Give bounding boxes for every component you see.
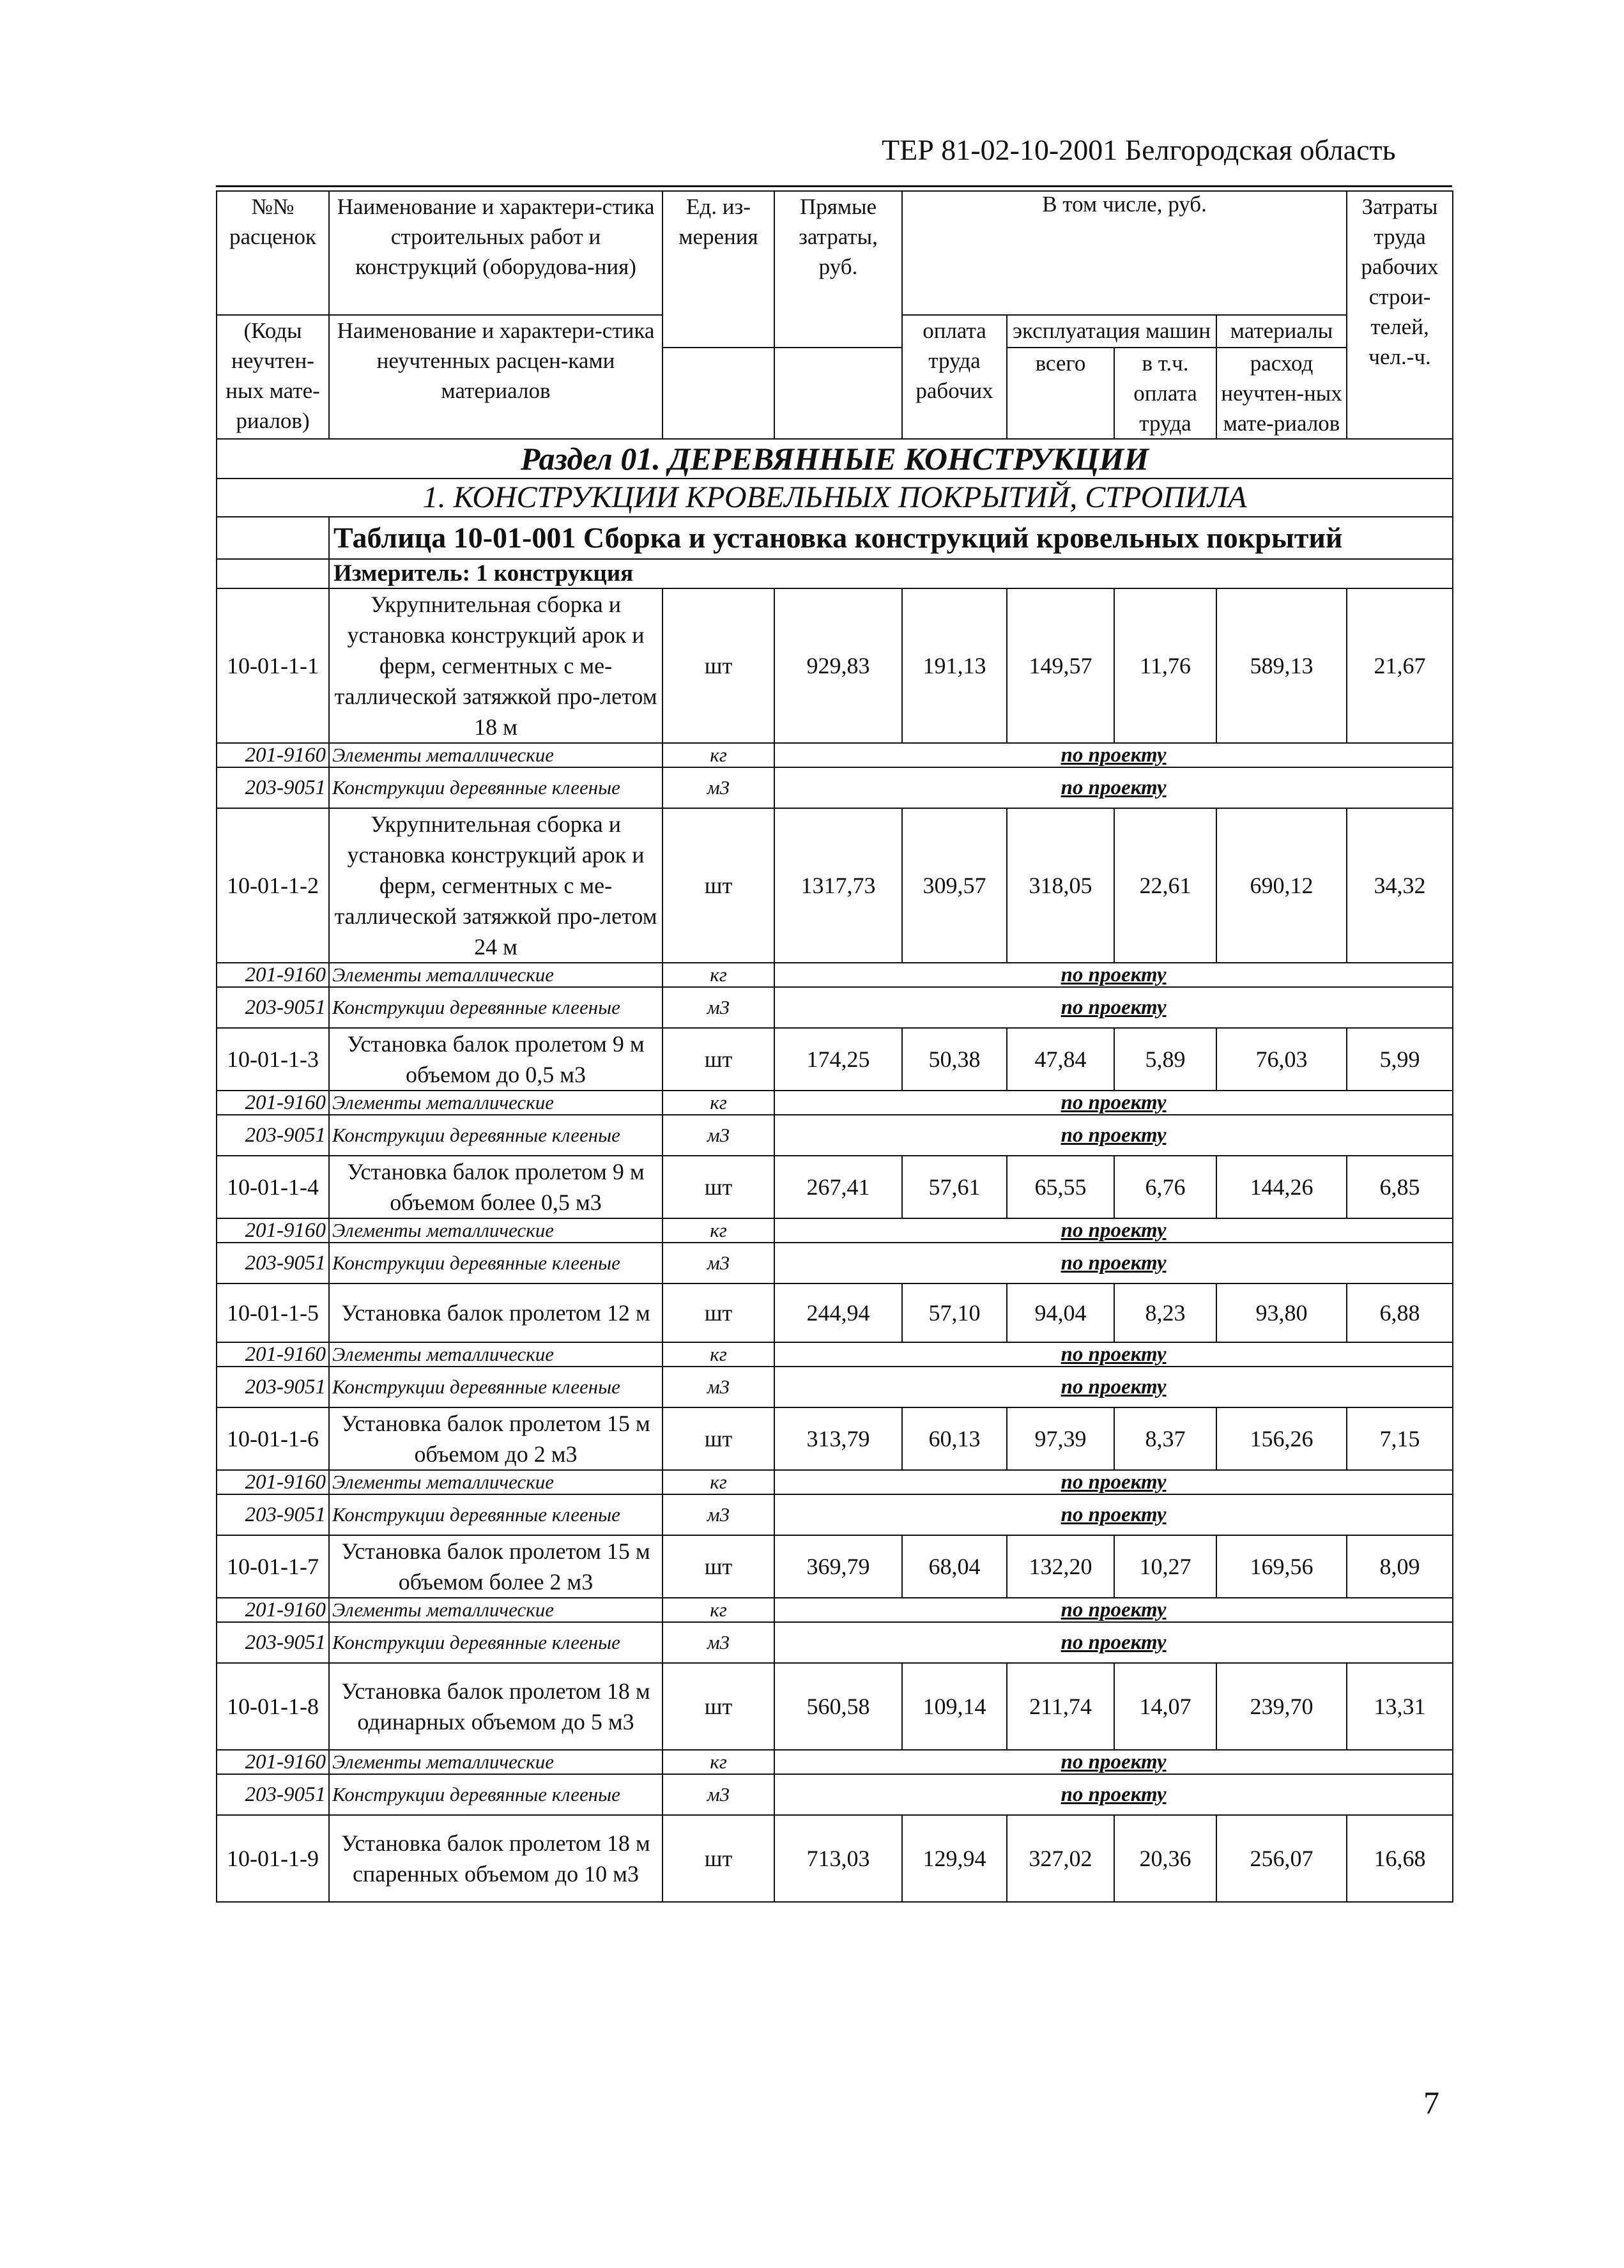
- measure-label: Измеритель: 1 конструкция: [329, 559, 1453, 588]
- material-by-project: по проекту: [774, 1750, 1453, 1774]
- material-row: [217, 1091, 1453, 1115]
- direct-cost: 244,94: [774, 1283, 902, 1342]
- col-materials-header: материалы: [1216, 315, 1347, 348]
- table-row: [217, 1407, 1453, 1470]
- material-name: Элементы металлические: [329, 743, 663, 767]
- material-code: 201-9160: [217, 1598, 329, 1622]
- document-header: ТЕР 81-02-10-2001 Белгородская область: [882, 134, 1396, 166]
- machine-wage: 8,23: [1114, 1283, 1216, 1342]
- rate-code: 10-01-1-3: [217, 1028, 329, 1091]
- work-name: Установка балок пролетом 12 м: [329, 1283, 663, 1342]
- labor-pay: 60,13: [902, 1407, 1007, 1470]
- machine-cost: 211,74: [1007, 1663, 1114, 1750]
- unit: шт: [663, 1535, 774, 1598]
- material-row: [217, 1774, 1453, 1815]
- material-row: [217, 963, 1453, 987]
- rate-code: 10-01-1-1: [217, 588, 329, 743]
- direct-cost: 267,41: [774, 1156, 902, 1218]
- col-labor-header: оплата труда рабочих: [902, 315, 1007, 439]
- rate-code: 10-01-1-4: [217, 1156, 329, 1218]
- unit: шт: [663, 588, 774, 743]
- machine-cost: 94,04: [1007, 1283, 1114, 1342]
- material-name: Элементы металлические: [329, 1091, 663, 1115]
- materials-cost: 256,07: [1216, 1815, 1347, 1902]
- material-name: Элементы металлические: [329, 1750, 663, 1774]
- machine-cost: 149,57: [1007, 588, 1114, 743]
- machine-cost: 97,39: [1007, 1407, 1114, 1470]
- header-rule: [216, 185, 1452, 187]
- material-unit: кг: [663, 1218, 774, 1243]
- labor-pay: 57,10: [902, 1283, 1007, 1342]
- material-code: 203-9051: [217, 1774, 329, 1815]
- materials-cost: 76,03: [1216, 1028, 1347, 1091]
- material-name: Конструкции деревянные клееные: [329, 987, 663, 1028]
- material-unit: кг: [663, 743, 774, 767]
- material-unit: м3: [663, 1367, 774, 1407]
- material-name: Элементы металлические: [329, 1342, 663, 1367]
- labor-pay: 50,38: [902, 1028, 1007, 1091]
- materials-cost: 690,12: [1216, 808, 1347, 963]
- machine-cost: 132,20: [1007, 1535, 1114, 1598]
- material-row: [217, 1218, 1453, 1243]
- rate-code: 10-01-1-5: [217, 1283, 329, 1342]
- material-by-project: по проекту: [774, 767, 1453, 808]
- material-row: [217, 1115, 1453, 1156]
- measure-row: [217, 559, 1453, 588]
- material-code: 203-9051: [217, 1115, 329, 1156]
- labor-pay: 309,57: [902, 808, 1007, 963]
- rate-code: 10-01-1-8: [217, 1663, 329, 1750]
- material-by-project: по проекту: [774, 963, 1453, 987]
- material-by-project: по проекту: [774, 1342, 1453, 1367]
- material-row: [217, 1750, 1453, 1774]
- material-name: Конструкции деревянные клееные: [329, 767, 663, 808]
- material-name: Конструкции деревянные клееные: [329, 1774, 663, 1815]
- table-row: [217, 1535, 1453, 1598]
- material-row: [217, 767, 1453, 808]
- material-unit: м3: [663, 1494, 774, 1535]
- material-code: 203-9051: [217, 1622, 329, 1663]
- table-row: [217, 808, 1453, 963]
- col-code-header: №№ расценок: [217, 191, 329, 315]
- material-by-project: по проекту: [774, 1622, 1453, 1663]
- subsection-row: [217, 479, 1453, 517]
- material-by-project: по проекту: [774, 1494, 1453, 1535]
- section-row: [217, 439, 1453, 479]
- col-incl-header: В том числе, руб.: [902, 191, 1347, 315]
- rates-table: [216, 190, 1453, 1903]
- material-code: 203-9051: [217, 767, 329, 808]
- material-name: Конструкции деревянные клееные: [329, 1494, 663, 1535]
- material-row: [217, 743, 1453, 767]
- unit: шт: [663, 1815, 774, 1902]
- machine-wage: 20,36: [1114, 1815, 1216, 1902]
- unit: шт: [663, 808, 774, 963]
- machine-wage: 14,07: [1114, 1663, 1216, 1750]
- unit: шт: [663, 1028, 774, 1091]
- col-unaccounted-header: расход неучтен-ных мате-риалов: [1216, 348, 1347, 439]
- material-code: 201-9160: [217, 1218, 329, 1243]
- material-row: [217, 1243, 1453, 1283]
- material-by-project: по проекту: [774, 1243, 1453, 1283]
- material-unit: кг: [663, 1470, 774, 1494]
- table-title: Таблица 10-01-001 Сборка и установка конструкций кровельных покрытий: [329, 517, 1453, 559]
- material-code: 203-9051: [217, 1243, 329, 1283]
- machine-wage: 22,61: [1114, 808, 1216, 963]
- material-name: Элементы металлические: [329, 1218, 663, 1243]
- col-total-header: всего: [1007, 348, 1114, 439]
- material-unit: м3: [663, 1243, 774, 1283]
- page-number: 7: [1423, 2085, 1439, 2120]
- direct-cost: 560,58: [774, 1663, 902, 1750]
- material-unit: кг: [663, 1342, 774, 1367]
- material-by-project: по проекту: [774, 1218, 1453, 1243]
- col-machines-header: эксплуатация машин: [1007, 315, 1216, 348]
- measure-blank: [217, 559, 329, 588]
- material-unit: м3: [663, 767, 774, 808]
- material-code: 201-9160: [217, 963, 329, 987]
- material-row: [217, 1342, 1453, 1367]
- material-code: 201-9160: [217, 1342, 329, 1367]
- work-name: Установка балок пролетом 15 м объемом до 2 м3: [329, 1407, 663, 1470]
- material-by-project: по проекту: [774, 987, 1453, 1028]
- machine-wage: 11,76: [1114, 588, 1216, 743]
- labor-hours: 21,67: [1347, 588, 1453, 743]
- header-blank-unit: [663, 348, 774, 439]
- labor-hours: 6,88: [1347, 1283, 1453, 1342]
- material-code: 201-9160: [217, 1750, 329, 1774]
- table-row: [217, 1815, 1453, 1902]
- material-row: [217, 1470, 1453, 1494]
- labor-hours: 13,31: [1347, 1663, 1453, 1750]
- unit: шт: [663, 1407, 774, 1470]
- material-row: [217, 1622, 1453, 1663]
- material-by-project: по проекту: [774, 1091, 1453, 1115]
- col-code-subheader: (Коды неучтен-ных мате-риалов): [217, 315, 329, 439]
- direct-cost: 313,79: [774, 1407, 902, 1470]
- labor-hours: 6,85: [1347, 1156, 1453, 1218]
- material-name: Конструкции деревянные клееные: [329, 1115, 663, 1156]
- materials-cost: 239,70: [1216, 1663, 1347, 1750]
- labor-hours: 16,68: [1347, 1815, 1453, 1902]
- machine-wage: 8,37: [1114, 1407, 1216, 1470]
- col-name-subheader: Наименование и характери-стика неучтенных расцен-ками материалов: [329, 315, 663, 439]
- material-row: [217, 1367, 1453, 1407]
- material-name: Элементы металлические: [329, 1470, 663, 1494]
- labor-pay: 129,94: [902, 1815, 1007, 1902]
- labor-pay: 57,61: [902, 1156, 1007, 1218]
- material-code: 201-9160: [217, 743, 329, 767]
- rate-code: 10-01-1-9: [217, 1815, 329, 1902]
- table-row: [217, 588, 1453, 743]
- material-name: Конструкции деревянные клееные: [329, 1367, 663, 1407]
- material-code: 203-9051: [217, 1367, 329, 1407]
- labor-hours: 8,09: [1347, 1535, 1453, 1598]
- machine-wage: 10,27: [1114, 1535, 1216, 1598]
- materials-cost: 156,26: [1216, 1407, 1347, 1470]
- material-unit: кг: [663, 1750, 774, 1774]
- material-unit: м3: [663, 1622, 774, 1663]
- material-unit: кг: [663, 1091, 774, 1115]
- material-name: Конструкции деревянные клееные: [329, 1243, 663, 1283]
- material-unit: м3: [663, 987, 774, 1028]
- unit: шт: [663, 1663, 774, 1750]
- material-row: [217, 987, 1453, 1028]
- direct-cost: 1317,73: [774, 808, 902, 963]
- labor-hours: 34,32: [1347, 808, 1453, 963]
- material-name: Конструкции деревянные клееные: [329, 1622, 663, 1663]
- work-name: Установка балок пролетом 15 м объемом более 2 м3: [329, 1535, 663, 1598]
- table-title-blank: [217, 517, 329, 559]
- unit: шт: [663, 1283, 774, 1342]
- materials-cost: 93,80: [1216, 1283, 1347, 1342]
- col-name-header: Наименование и характери-стика строительных работ и конструкций (оборудова-ния): [329, 191, 663, 315]
- labor-hours: 7,15: [1347, 1407, 1453, 1470]
- work-name: Установка балок пролетом 9 м объемом более 0,5 м3: [329, 1156, 663, 1218]
- header-blank-direct: [774, 348, 902, 439]
- col-direct-header: Прямые затраты, руб.: [774, 191, 902, 348]
- rate-code: 10-01-1-7: [217, 1535, 329, 1598]
- direct-cost: 929,83: [774, 588, 902, 743]
- rate-code: 10-01-1-6: [217, 1407, 329, 1470]
- table-title-row: [217, 517, 1453, 559]
- material-unit: м3: [663, 1115, 774, 1156]
- material-by-project: по проекту: [774, 1367, 1453, 1407]
- material-by-project: по проекту: [774, 743, 1453, 767]
- machine-cost: 318,05: [1007, 808, 1114, 963]
- material-unit: кг: [663, 963, 774, 987]
- labor-pay: 109,14: [902, 1663, 1007, 1750]
- machine-cost: 327,02: [1007, 1815, 1114, 1902]
- machine-cost: 47,84: [1007, 1028, 1114, 1091]
- material-unit: кг: [663, 1598, 774, 1622]
- material-name: Элементы металлические: [329, 1598, 663, 1622]
- material-row: [217, 1494, 1453, 1535]
- machine-cost: 65,55: [1007, 1156, 1114, 1218]
- material-code: 201-9160: [217, 1470, 329, 1494]
- labor-pay: 191,13: [902, 588, 1007, 743]
- material-code: 201-9160: [217, 1091, 329, 1115]
- material-row: [217, 1598, 1453, 1622]
- subsection-title: 1. КОНСТРУКЦИИ КРОВЕЛЬНЫХ ПОКРЫТИЙ, СТРОПИЛА: [217, 479, 1453, 517]
- table-row: [217, 1156, 1453, 1218]
- direct-cost: 713,03: [774, 1815, 902, 1902]
- material-by-project: по проекту: [774, 1598, 1453, 1622]
- direct-cost: 369,79: [774, 1535, 902, 1598]
- material-name: Элементы металлические: [329, 963, 663, 987]
- work-name: Установка балок пролетом 9 м объемом до 0,5 м3: [329, 1028, 663, 1091]
- table-row: [217, 1028, 1453, 1091]
- material-code: 203-9051: [217, 1494, 329, 1535]
- work-name: Установка балок пролетом 18 м одинарных объемом до 5 м3: [329, 1663, 663, 1750]
- work-name: Укрупнительная сборка и установка конструкций арок и ферм, сегментных с ме-таллической затяжкой про-летом 18 м: [329, 588, 663, 743]
- material-code: 203-9051: [217, 987, 329, 1028]
- direct-cost: 174,25: [774, 1028, 902, 1091]
- material-by-project: по проекту: [774, 1115, 1453, 1156]
- table-row: [217, 1283, 1453, 1342]
- material-by-project: по проекту: [774, 1470, 1453, 1494]
- machine-wage: 5,89: [1114, 1028, 1216, 1091]
- work-name: Установка балок пролетом 18 м спаренных объемом до 10 м3: [329, 1815, 663, 1902]
- unit: шт: [663, 1156, 774, 1218]
- col-incl-wage-header: в т.ч. оплата труда: [1114, 348, 1216, 439]
- rate-code: 10-01-1-2: [217, 808, 329, 963]
- labor-pay: 68,04: [902, 1535, 1007, 1598]
- col-unit-header: Ед. из-мерения: [663, 191, 774, 348]
- materials-cost: 589,13: [1216, 588, 1347, 743]
- table-row: [217, 1663, 1453, 1750]
- header-row-1: [217, 191, 1453, 315]
- work-name: Укрупнительная сборка и установка конструкций арок и ферм, сегментных с ме-таллической затяжкой про-летом 24 м: [329, 808, 663, 963]
- labor-hours: 5,99: [1347, 1028, 1453, 1091]
- machine-wage: 6,76: [1114, 1156, 1216, 1218]
- materials-cost: 169,56: [1216, 1535, 1347, 1598]
- material-by-project: по проекту: [774, 1774, 1453, 1815]
- materials-cost: 144,26: [1216, 1156, 1347, 1218]
- col-labor-cost-header: Затраты труда рабочих строи-телей, чел.-ч.: [1347, 191, 1453, 439]
- material-unit: м3: [663, 1774, 774, 1815]
- section-title: Раздел 01. ДЕРЕВЯННЫЕ КОНСТРУКЦИИ: [217, 439, 1453, 479]
